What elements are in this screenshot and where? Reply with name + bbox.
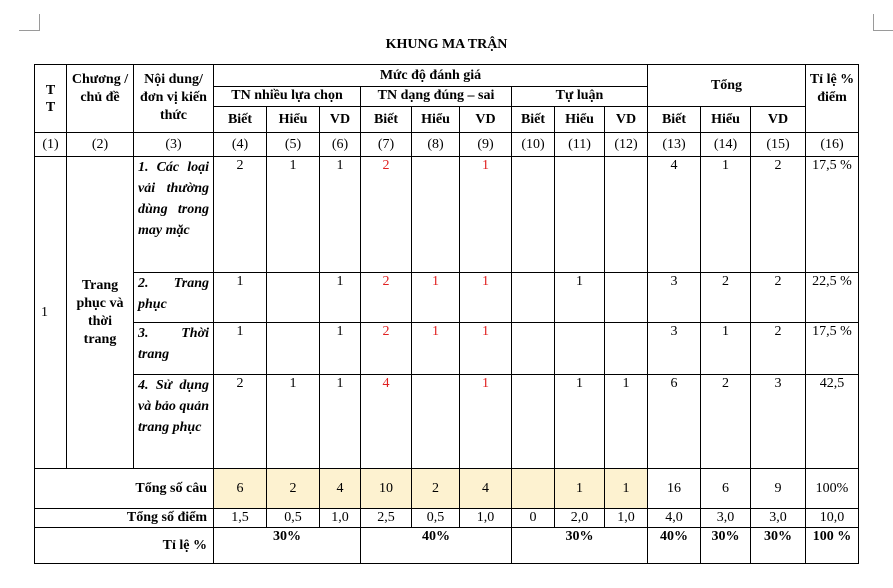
level-header: Biết — [512, 107, 555, 133]
column-number: (2) — [67, 133, 134, 157]
column-number: (7) — [361, 133, 412, 157]
count-cell: 2 — [214, 375, 267, 469]
total-cau-cell: 10 — [361, 469, 412, 509]
count-cell: 1 — [214, 323, 267, 375]
total-diem-cell: 3,0 — [701, 509, 751, 528]
level-header: Biết — [648, 107, 701, 133]
tile-tong: 30% — [751, 528, 806, 564]
count-cell: 2 — [361, 157, 412, 273]
column-number: (8) — [412, 133, 460, 157]
crop-mark-left-v — [39, 14, 40, 31]
header-noidung: Nội dung/ đơn vị kiến thức — [134, 65, 214, 133]
tile-group: 30% — [214, 528, 361, 564]
count-cell: 2 — [751, 323, 806, 375]
count-cell: 1 — [267, 375, 320, 469]
crop-mark-right-h — [873, 30, 893, 31]
level-header: Hiểu — [555, 107, 605, 133]
total-cau-cell — [512, 469, 555, 509]
matrix-table — [34, 64, 859, 564]
tile-label: Tỉ lệ % — [35, 528, 214, 564]
count-cell: 1 — [460, 323, 512, 375]
level-header: VD — [320, 107, 361, 133]
header-mucdo: Mức độ đánh giá — [214, 65, 648, 87]
crop-mark-right-v — [873, 14, 874, 31]
total-cau-cell: 2 — [412, 469, 460, 509]
count-cell — [267, 273, 320, 323]
content-unit: 4. Sử dụng và bảo quản trang phục — [134, 375, 214, 469]
total-diem-cell: 4,0 — [648, 509, 701, 528]
count-cell: 1 — [267, 157, 320, 273]
chapter-name: Trang phục và thời trang — [67, 157, 134, 469]
content-row — [35, 375, 859, 469]
level-header: Hiểu — [267, 107, 320, 133]
count-cell: 6 — [648, 375, 701, 469]
total-cau-cell: 4 — [460, 469, 512, 509]
column-number: (5) — [267, 133, 320, 157]
column-number: (9) — [460, 133, 512, 157]
content-row — [35, 157, 859, 273]
count-cell: 2 — [361, 273, 412, 323]
column-number: (11) — [555, 133, 605, 157]
count-cell: 1 — [214, 273, 267, 323]
count-cell: 1 — [555, 273, 605, 323]
total-cau-cell: 1 — [555, 469, 605, 509]
count-cell: 2 — [751, 273, 806, 323]
column-number: (12) — [605, 133, 648, 157]
total-cau-pct: 100% — [806, 469, 859, 509]
count-cell — [512, 375, 555, 469]
count-cell: 1 — [320, 157, 361, 273]
level-header: VD — [751, 107, 806, 133]
level-header: Biết — [361, 107, 412, 133]
content-unit: 3. Thời trang — [134, 323, 214, 375]
content-unit: 2. Trang phục — [134, 273, 214, 323]
level-header: Hiểu — [701, 107, 751, 133]
document-title: KHUNG MA TRẬN — [385, 37, 508, 52]
total-diem-cell: 2,0 — [555, 509, 605, 528]
count-cell: 1 — [701, 157, 751, 273]
count-cell: 3 — [648, 273, 701, 323]
count-cell: 3 — [751, 375, 806, 469]
total-cau-cell: 2 — [267, 469, 320, 509]
count-cell: 1 — [412, 323, 460, 375]
count-cell — [605, 323, 648, 375]
count-cell: 1 — [320, 323, 361, 375]
count-cell: 2 — [361, 323, 412, 375]
column-number: (6) — [320, 133, 361, 157]
count-cell — [512, 273, 555, 323]
count-cell: 1 — [701, 323, 751, 375]
total-diem-cell: 0,5 — [267, 509, 320, 528]
total-cau-cell: 4 — [320, 469, 361, 509]
count-cell: 4 — [361, 375, 412, 469]
total-cau-cell: 6 — [214, 469, 267, 509]
level-header: Biết — [214, 107, 267, 133]
total-diem-label: Tổng số điểm — [35, 509, 214, 528]
group-tn-nhieu: TN nhiều lựa chọn — [214, 87, 361, 107]
count-cell: 1 — [412, 273, 460, 323]
header-tong: Tổng — [648, 65, 806, 107]
tile-tong: 40% — [648, 528, 701, 564]
total-diem-cell: 1,5 — [214, 509, 267, 528]
level-header: VD — [460, 107, 512, 133]
count-cell: 2 — [214, 157, 267, 273]
count-cell: 1 — [605, 375, 648, 469]
count-cell — [605, 157, 648, 273]
column-number: (14) — [701, 133, 751, 157]
count-cell: 1 — [460, 375, 512, 469]
group-tuluan: Tự luận — [512, 87, 648, 107]
tile-tong: 30% — [701, 528, 751, 564]
column-number: (4) — [214, 133, 267, 157]
level-header: VD — [605, 107, 648, 133]
column-number: (13) — [648, 133, 701, 157]
count-cell: 2 — [701, 273, 751, 323]
total-diem-cell: 1,0 — [605, 509, 648, 528]
count-cell — [605, 273, 648, 323]
count-cell — [555, 323, 605, 375]
level-header: Hiểu — [412, 107, 460, 133]
tile-total: 100 % — [806, 528, 859, 564]
count-cell — [512, 323, 555, 375]
count-cell: 1 — [460, 273, 512, 323]
total-cau-cell: 16 — [648, 469, 701, 509]
header-chuong: Chương / chủ đề — [67, 65, 134, 133]
total-diem-cell: 0 — [512, 509, 555, 528]
count-cell — [412, 375, 460, 469]
percent-cell: 22,5 % — [806, 273, 859, 323]
total-diem-cell: 1,0 — [320, 509, 361, 528]
tile-group: 40% — [361, 528, 512, 564]
count-cell: 4 — [648, 157, 701, 273]
total-cau-cell: 1 — [605, 469, 648, 509]
total-diem-cell: 1,0 — [460, 509, 512, 528]
count-cell — [412, 157, 460, 273]
column-number: (10) — [512, 133, 555, 157]
percent-cell: 17,5 % — [806, 323, 859, 375]
percent-cell: 42,5 — [806, 375, 859, 469]
total-cau-label: Tổng số câu — [35, 469, 214, 509]
count-cell: 3 — [648, 323, 701, 375]
total-cau-cell: 9 — [751, 469, 806, 509]
total-diem-cell: 3,0 — [751, 509, 806, 528]
total-cau-cell: 6 — [701, 469, 751, 509]
total-diem-cell: 2,5 — [361, 509, 412, 528]
row-tt: 1 — [35, 157, 67, 469]
crop-mark-left-h — [19, 30, 39, 31]
column-number: (15) — [751, 133, 806, 157]
count-cell: 2 — [701, 375, 751, 469]
count-cell — [267, 323, 320, 375]
percent-cell: 17,5 % — [806, 157, 859, 273]
column-number: (3) — [134, 133, 214, 157]
count-cell: 1 — [460, 157, 512, 273]
total-diem-sum: 10,0 — [806, 509, 859, 528]
tile-group: 30% — [512, 528, 648, 564]
count-cell — [512, 157, 555, 273]
content-row — [35, 273, 859, 323]
group-tn-dungsai: TN dạng đúng – sai — [361, 87, 512, 107]
count-cell: 1 — [320, 273, 361, 323]
count-cell: 1 — [320, 375, 361, 469]
total-diem-cell: 0,5 — [412, 509, 460, 528]
column-number: (1) — [35, 133, 67, 157]
count-cell — [555, 157, 605, 273]
content-unit: 1. Các loại vải thường dùng trong may mặc — [134, 157, 214, 273]
column-number: (16) — [806, 133, 859, 157]
count-cell: 2 — [751, 157, 806, 273]
header-tile: Tỉ lệ % điểm — [806, 65, 859, 133]
content-row — [35, 323, 859, 375]
count-cell: 1 — [555, 375, 605, 469]
header-tt: T T — [35, 65, 67, 133]
